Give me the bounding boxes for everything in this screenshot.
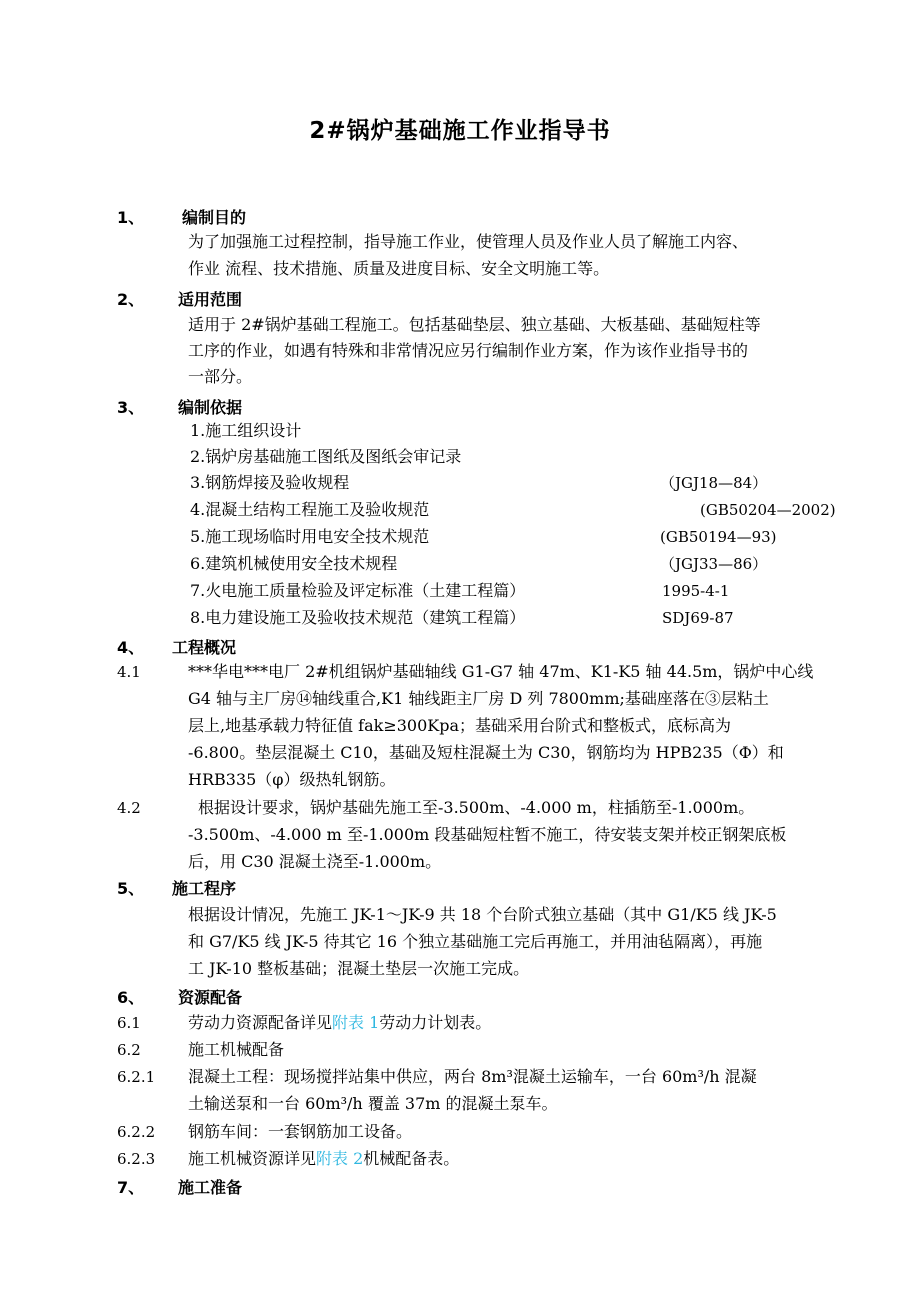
section-number: 6、: [117, 988, 145, 1007]
paragraph-line: 作业 流程、技术措施、质量及进度目标、安全文明施工等。: [188, 259, 610, 278]
subsection-number: 4.1: [117, 663, 141, 681]
appendix-link[interactable]: 附表 1: [332, 1013, 380, 1032]
section-heading: 编制目的: [182, 208, 247, 227]
paragraph-line: 为了加强施工过程控制，指导施工作业，使管理人员及作业人员了解施工内容、: [188, 232, 749, 251]
section-number: 2、: [117, 290, 145, 309]
section-number: 4、: [117, 638, 145, 657]
reference-item: 7.火电施工质量检验及评定标准（土建工程篇）: [190, 581, 526, 600]
paragraph-line: 适用于 2#锅炉基础工程施工。包括基础垫层、独立基础、大板基础、基础短柱等: [188, 315, 761, 334]
paragraph-line: 根据设计要求，锅炉基础先施工至-3.500m、-4.000 m，柱插筋至-1.000m。: [198, 798, 755, 817]
reference-item: 2.锅炉房基础施工图纸及图纸会审记录: [190, 447, 462, 466]
section-number: 7、: [117, 1178, 145, 1197]
section-heading: 资源配备: [178, 988, 243, 1007]
paragraph-line: 土输送泵和一台 60m³/h 覆盖 37m 的混凝土泵车。: [188, 1094, 558, 1113]
paragraph-line: 根据设计情况，先施工 JK-1～JK-9 共 18 个台阶式独立基础（其中 G1/K5 线 JK-5: [188, 905, 777, 924]
subsection-number: 4.2: [117, 799, 141, 817]
reference-item: 4.混凝土结构工程施工及验收规范: [190, 500, 430, 519]
reference-code: （JGJ18—84）: [660, 474, 768, 492]
reference-item: 1.施工组织设计: [190, 421, 302, 440]
paragraph-line: HRB335（φ）级热轧钢筋。: [188, 770, 396, 789]
paragraph-line: 工 JK-10 整板基础；混凝土垫层一次施工完成。: [188, 959, 530, 978]
subsection-number: 6.2.2: [117, 1123, 156, 1141]
reference-code: (GB50194—93): [660, 528, 777, 546]
subsection-number: 6.2: [117, 1041, 141, 1059]
subsection-number: 6.2.1: [117, 1068, 156, 1086]
reference-item: 6.建筑机械使用安全技术规程: [190, 554, 398, 573]
page-title: 2#锅炉基础施工作业指导书: [309, 118, 611, 144]
resource-text: 施工机械资源详见: [188, 1149, 317, 1168]
resource-line: [188, 1146, 459, 1172]
reference-item: 3.钢筋焊接及验收规程: [190, 473, 350, 492]
section-number: 1、: [117, 208, 145, 227]
resource-text: 劳动力资源配备详见: [188, 1013, 333, 1032]
appendix-link[interactable]: 附表 2: [316, 1149, 364, 1168]
section-heading: 适用范围: [178, 290, 243, 309]
subsection-number: 6.2.3: [117, 1150, 156, 1168]
resource-text: 机械配备表。: [363, 1149, 460, 1168]
reference-item: 5.施工现场临时用电安全技术规范: [190, 527, 430, 546]
section-heading: 施工程序: [172, 879, 237, 898]
resource-line: [188, 1010, 491, 1036]
reference-code: 1995-4-1: [662, 582, 730, 600]
section-heading: 工程概况: [172, 638, 237, 657]
section-number: 3、: [117, 398, 145, 417]
paragraph-line: ***华电***电厂 2#机组锅炉基础轴线 G1-G7 轴 47m、K1-K5 轴 44.5m，锅炉中心线: [188, 662, 814, 681]
paragraph-line: 层上,地基承载力特征值 fak≥300Kpa；基础采用台阶式和整板式，底标高为: [188, 716, 732, 735]
paragraph-line: 施工机械配备: [188, 1040, 285, 1059]
reference-code: (GB50204—2002): [700, 501, 836, 519]
paragraph-line: 一部分。: [188, 367, 253, 386]
resource-text: 劳动力计划表。: [379, 1013, 492, 1032]
section-heading: 施工准备: [178, 1178, 243, 1197]
section-heading: 编制依据: [178, 398, 243, 417]
paragraph-line: 混凝土工程：现场搅拌站集中供应，两台 8m³混凝土运输车，一台 60m³/h 混凝: [188, 1067, 757, 1086]
section-number: 5、: [117, 879, 145, 898]
reference-item: 8.电力建设施工及验收技术规范（建筑工程篇）: [190, 608, 526, 627]
reference-code: SDJ69-87: [662, 609, 734, 627]
reference-code: （JGJ33—86）: [660, 555, 768, 573]
subsection-number: 6.1: [117, 1014, 141, 1032]
paragraph-line: 工序的作业，如遇有特殊和非常情况应另行编制作业方案，作为该作业指导书的: [188, 341, 749, 360]
paragraph-line: G4 轴与主厂房⑭轴线重合,K1 轴线距主厂房 D 列 7800mm;基础座落在③层粘土: [188, 689, 769, 708]
paragraph-line: 后，用 C30 混凝土浇至-1.000m。: [188, 852, 442, 871]
paragraph-line: -6.800。垫层混凝土 C10，基础及短柱混凝土为 C30，钢筋均为 HPB235（Φ）和: [188, 743, 784, 762]
paragraph-line: -3.500m、-4.000 m 至-1.000m 段基础短柱暂不施工，待安装支架并校正钢架底板: [188, 825, 787, 844]
paragraph-line: 钢筋车间：一套钢筋加工设备。: [188, 1122, 413, 1141]
paragraph-line: 和 G7/K5 线 JK-5 待其它 16 个独立基础施工完后再施工，并用油毡隔离），再施: [188, 932, 763, 951]
